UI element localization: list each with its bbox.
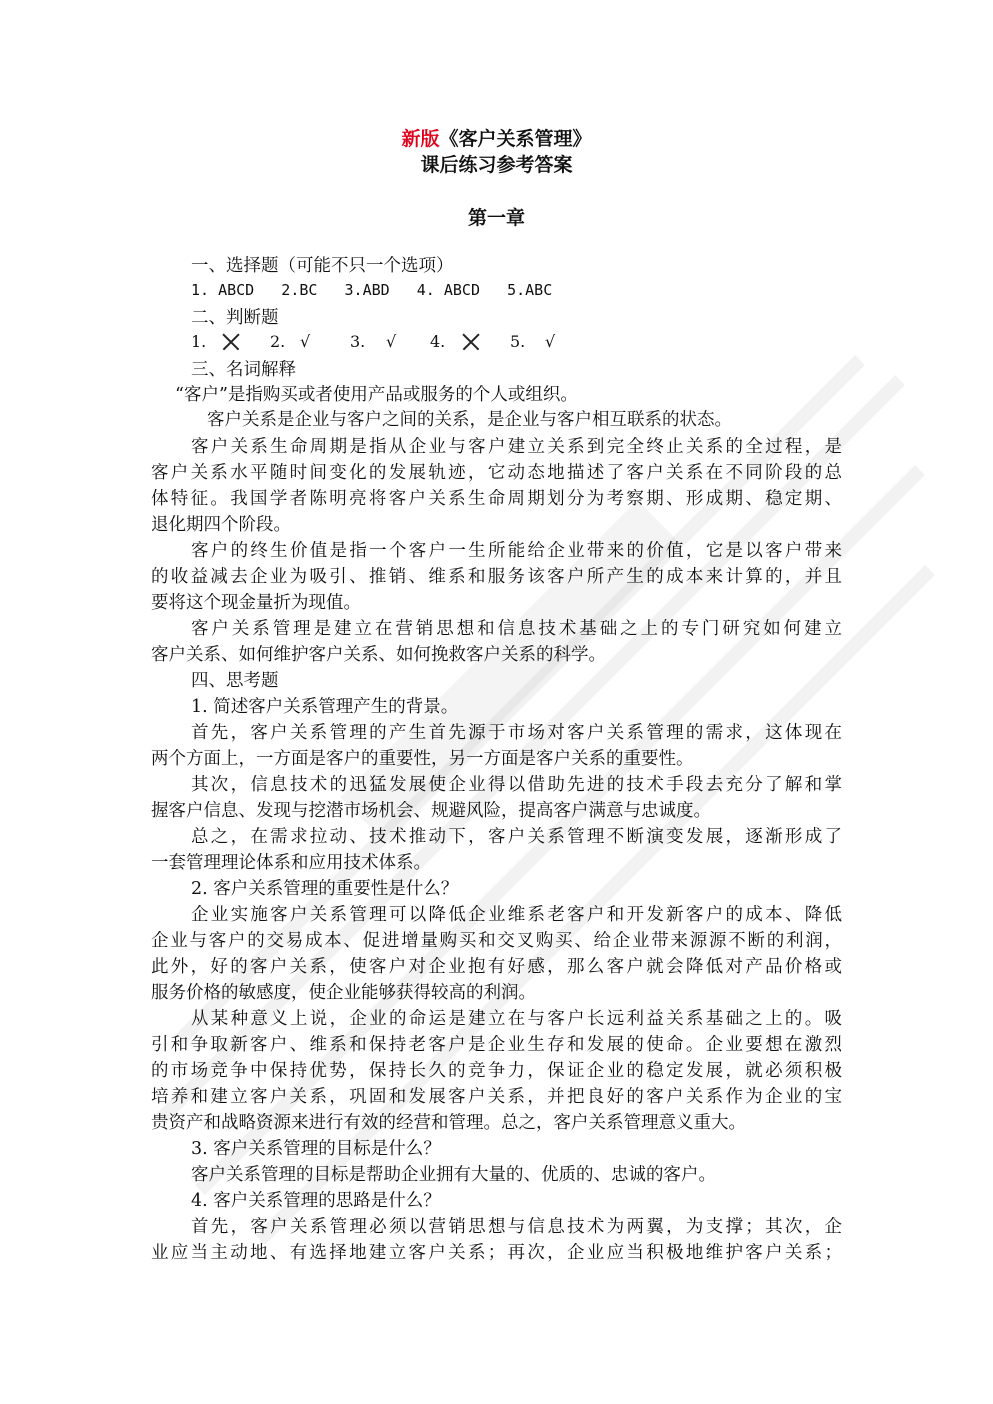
cross-mark-icon [222, 333, 240, 351]
paragraph-line: 总之，在需求拉动、技术推动下，客户关系管理不断演变发展，逐渐形成了 [191, 827, 842, 847]
paragraph-line: 握客户信息、发现与挖潜市场机会、规避风险，提高客户满意与忠诚度。 [151, 801, 711, 821]
judgement-number: 4. [430, 332, 446, 351]
judgement-number: 1. [191, 332, 207, 351]
cross-mark-icon [462, 333, 480, 351]
check-mark-icon: √ [386, 332, 397, 351]
title-book-name: 《客户关系管理》 [439, 128, 592, 150]
question-1: 1. 简述客户关系管理产生的背景。 [191, 697, 459, 717]
paragraph-line: 两个方面上，一方面是客户的重要性，另一方面是客户关系的重要性。 [151, 749, 694, 769]
document-subtitle: 课后练习参考答案 [420, 154, 573, 176]
question-3: 3. 客户关系管理的目标是什么？ [191, 1139, 441, 1159]
section-choice-heading: 一、选择题（可能不只一个选项） [191, 256, 454, 276]
question-4: 4. 客户关系管理的思路是什么？ [191, 1191, 441, 1211]
paragraph-line: 客户关系管理是建立在营销思想和信息技术基础之上的专门研究如何建立 [191, 619, 842, 639]
chapter-heading: 第一章 [467, 207, 525, 229]
choice-answers: 1. ABCD 2.BC 3.ABD 4. ABCD 5.ABC [191, 281, 553, 299]
paragraph-line: 其次，信息技术的迅猛发展使企业得以借助先进的技术手段去充分了解和掌 [191, 775, 842, 795]
paragraph-line: 首先，客户关系管理必须以营销思想与信息技术为两翼，为支撑；其次，企 [191, 1217, 842, 1237]
judgement-number: 3. [350, 332, 366, 351]
paragraph-line: 企业与客户的交易成本、促进增量购买和交叉购买、给企业带来源源不断的利润， [151, 931, 842, 951]
check-mark-icon: √ [545, 332, 556, 351]
paragraph-line: 引和争取新客户、维系和保持老客户是企业生存和发展的使命。企业要想在激烈 [151, 1035, 842, 1055]
judgement-number: 5. [510, 332, 526, 351]
check-mark-icon: √ [300, 332, 311, 351]
paragraph-line: 一套管理理论体系和应用技术体系。 [151, 853, 431, 873]
paragraph-line: 的市场竞争中保持优势，保持长久的竞争力，保证企业的稳定发展，就必须积极 [151, 1061, 842, 1081]
question-2: 2. 客户关系管理的重要性是什么？ [191, 879, 459, 899]
term-customer-relationship: 客户关系是企业与客户之间的关系，是企业与客户相互联系的状态。 [207, 410, 732, 430]
title-new-edition: 新版 [401, 128, 440, 150]
paragraph-line: 体特征。我国学者陈明亮将客户关系生命周期划分为考察期、形成期、稳定期、 [151, 489, 842, 509]
paragraph-line: 从某种意义上说，企业的命运是建立在与客户长远利益关系基础之上的。吸 [191, 1009, 842, 1029]
paragraph-line: 此外，好的客户关系，使客户对企业抱有好感，那么客户就会降低对产品价格或 [151, 957, 842, 977]
paragraph-line: 企业实施客户关系管理可以降低企业维系老客户和开发新客户的成本、降低 [191, 905, 842, 925]
paragraph-line: 首先，客户关系管理的产生首先源于市场对客户关系管理的需求，这体现在 [191, 723, 842, 743]
paragraph-line: 培养和建立客户关系，巩固和发展客户关系，并把良好的客户关系作为企业的宝 [151, 1087, 842, 1107]
paragraph-line: 贵资产和战略资源来进行有效的经营和管理。总之，客户关系管理意义重大。 [151, 1113, 746, 1133]
paragraph-line: 客户关系生命周期是指从企业与客户建立关系到完全终止关系的全过程，是 [191, 437, 842, 457]
section-judgement-heading: 二、判断题 [191, 308, 279, 328]
paragraph-line: 服务价格的敏感度，使企业能够获得较高的利润。 [151, 983, 536, 1003]
term-customer: “客户”是指购买或者使用产品或服务的个人或组织。 [175, 385, 578, 405]
judgement-number: 2. [270, 332, 286, 351]
paragraph-line: 退化期四个阶段。 [151, 515, 291, 535]
paragraph-line: 客户的终生价值是指一个客户一生所能给企业带来的价值，它是以客户带来 [191, 541, 842, 561]
paragraph-line: 客户关系、如何维护客户关系、如何挽救客户关系的科学。 [151, 645, 606, 665]
paragraph-line: 业应当主动地、有选择地建立客户关系；再次，企业应当积极地维护客户关系； [151, 1243, 842, 1263]
section-questions-heading: 四、思考题 [191, 671, 279, 691]
section-terms-heading: 三、名词解释 [191, 360, 296, 380]
document-title [0, 124, 993, 151]
paragraph-line: 要将这个现金量折为现值。 [151, 593, 361, 613]
paragraph-line: 客户关系管理的目标是帮助企业拥有大量的、优质的、忠诚的客户。 [191, 1165, 716, 1185]
paragraph-line: 客户关系水平随时间变化的发展轨迹，它动态地描述了客户关系在不同阶段的总 [151, 463, 842, 483]
paragraph-line: 的收益减去企业为吸引、推销、维系和服务该客户所产生的成本来计算的，并且 [151, 567, 842, 587]
